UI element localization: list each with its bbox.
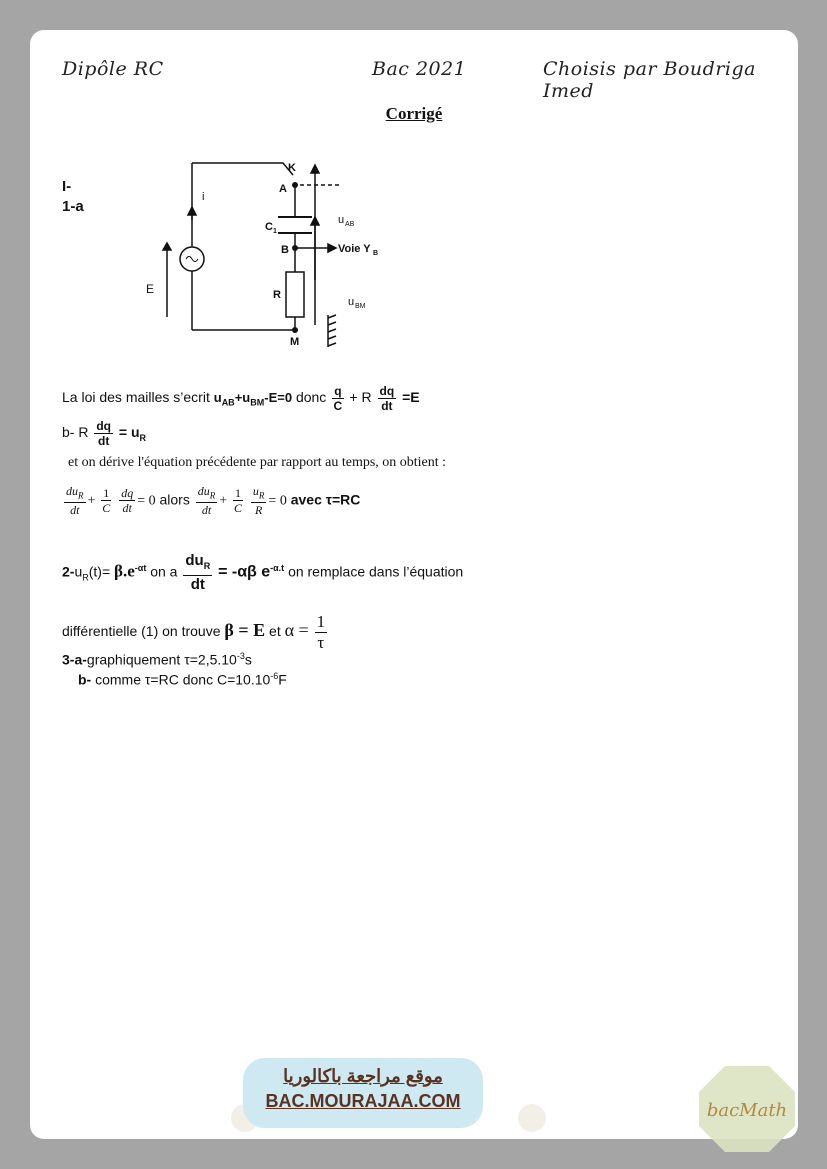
footer-banner[interactable] (243, 1058, 483, 1128)
q2-remplace: on remplace dans l’équation (288, 563, 464, 580)
q3a-unit: s (244, 651, 252, 668)
q3a-exp: -3 (236, 651, 245, 661)
q2-line: $2-u_R(t)= \beta.e^{-\alpha t}$ on a $\frac{du_R}{dt}$ = -αβ $e^{-\alpha.t}$ on remplace dans l’équation (62, 552, 464, 593)
document-page (30, 30, 798, 1139)
label-E: E (146, 282, 155, 296)
q3b-text: comme τ=RC donc C=10.10 (95, 671, 271, 688)
header-right: Choisis par Boudriga Imed (543, 58, 756, 102)
label-uBM-sub: BM (355, 303, 366, 310)
law-donc: donc (295, 389, 327, 406)
q3a-label: 3-a- (62, 651, 87, 668)
label-A: A (279, 183, 287, 195)
label-B: B (281, 244, 289, 256)
bacmath-badge (697, 1064, 797, 1154)
eq3-line: $\frac{du_R}{dt}$ + $\frac{1}{C}$ $\frac{dq}{dt}$ = 0 alors $\frac{du_R}{dt}$ + $\frac{1}{C}$ $\frac{u_R}{R}$ = 0 avec τ=RC (66, 484, 361, 518)
label-C1: C (265, 221, 273, 233)
law-result: =E (402, 389, 420, 406)
header-left: Dipôle RC (62, 58, 164, 80)
footer-arabic: موقع مراجعة باكالوريا (283, 1066, 443, 1086)
q2b-et: et (269, 623, 281, 640)
b-line: b- R $\frac{dq}{dt}$ = $u_R$ (62, 419, 147, 448)
q3a-text: graphiquement τ=2,5.10 (86, 651, 237, 668)
label-M: M (290, 336, 300, 348)
footer-url[interactable]: BAC.MOURAJAA.COM (265, 1091, 461, 1111)
label-i: i (202, 191, 205, 203)
q2b-text: différentielle (1) on trouve (62, 623, 221, 640)
label-voie-sub: B (373, 250, 379, 257)
label-R: R (273, 289, 281, 301)
label-uBM: u (348, 296, 355, 308)
rc-circuit-diagram (140, 155, 390, 350)
q2-prefix: 2- (62, 563, 75, 580)
page-title: Corrigé (385, 104, 443, 123)
law-line: La loi des mailles s’ecrit $u_{AB}+u_{BM}-E=0$ donc $\frac{q}{C}$ + R $\frac{dq}{dt}$ =E (62, 384, 420, 413)
q3a-line (62, 651, 252, 668)
q2b-line: différentielle (1) on trouve β = E et α = $\frac{1}{\tau}$ (62, 612, 326, 652)
top-wire (192, 163, 293, 175)
law-prefix: La loi des mailles s’ecrit (62, 389, 210, 406)
section-part: 1-a (62, 198, 84, 215)
b-result: = u (118, 424, 140, 441)
label-K: K (288, 162, 296, 174)
q3b-line (78, 671, 287, 688)
label-C1-sub: 1 (273, 228, 277, 235)
header-center: Bac 2021 (372, 58, 467, 80)
site-logo-icon (518, 1104, 546, 1132)
derive-text: et on dérive l'équation précédente par rapport au temps, on obtient : (68, 455, 447, 470)
q2-on-a: on a (150, 563, 178, 580)
q3b-unit: F (278, 671, 287, 688)
label-voie: Voie Y (338, 243, 371, 255)
eq3-alors: alors (159, 491, 190, 508)
section-roman: I- (62, 178, 72, 195)
label-uAB-sub: AB (345, 221, 355, 228)
q3b-exp: -6 (270, 671, 279, 681)
q3b-label: b- (78, 671, 92, 688)
eq3-avec: avec τ=RC (290, 491, 361, 508)
label-uAB: u (338, 214, 345, 226)
badge-text: bacMath (706, 1100, 788, 1121)
resistor (286, 272, 304, 317)
b-prefix: b- R (62, 424, 89, 441)
